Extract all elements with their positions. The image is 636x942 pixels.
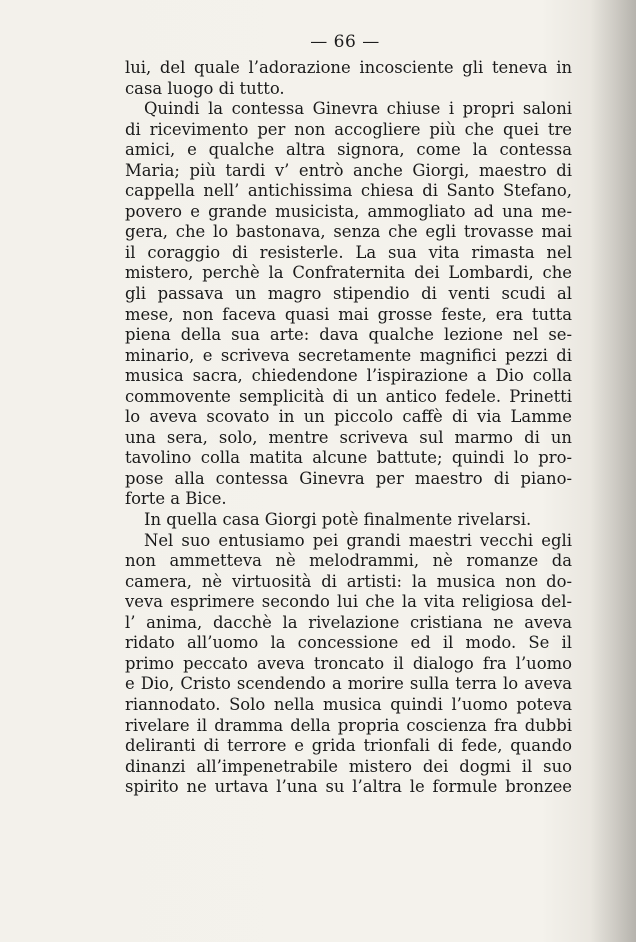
text-line: cappella nell’ antichissima chiesa di Santo Stefano, xyxy=(125,181,572,201)
text-line: povero e grande musicista, ammogliato ad una me- xyxy=(125,201,572,221)
text-line: musica sacra, chiedendone l’ispirazione a Dio colla xyxy=(125,366,572,386)
text-line: Maria; più tardi v’ entrò anche Giorgi, maestro di xyxy=(125,160,572,180)
text-line: minario, e scriveva secretamente magnifici pezzi di xyxy=(125,345,572,365)
text-line: rivelare il dramma della propria coscienza fra dubbi xyxy=(125,715,572,735)
text-line: piena della sua arte: dava qualche lezione nel se- xyxy=(125,325,572,345)
text-line: mese, non faceva quasi mai grosse feste, era tutta xyxy=(125,304,572,324)
text-line: Quindi la contessa Ginevra chiuse i propri saloni xyxy=(144,99,572,119)
text-line: forte a Bice. xyxy=(125,489,227,509)
text-line: tavolino colla matita alcune battute; quindi lo pro- xyxy=(125,448,572,468)
page-number: — 66 — xyxy=(310,32,380,52)
text-line: gera, che lo bastonava, senza che egli trovasse mai xyxy=(125,222,572,242)
text-line: spirito ne urtava l’una su l’altra le formule bronzee xyxy=(125,777,572,797)
text-line: amici, e qualche altra signora, come la contessa xyxy=(125,140,572,160)
text-line: l’ anima, dacchè la rivelazione cristiana ne aveva xyxy=(125,612,572,632)
text-line: di ricevimento per non accogliere più che quei tre xyxy=(125,119,572,139)
binding-shadow xyxy=(590,0,636,942)
text-line: commovente semplicità di un antico fedele. Prinetti xyxy=(125,386,572,406)
text-line: riannodato. Solo nella musica quindi l’uomo poteva xyxy=(125,694,572,714)
text-line: non ammetteva nè melodrammi, nè romanze da xyxy=(125,551,572,571)
text-line: veva esprimere secondo lui che la vita religiosa del- xyxy=(125,592,572,612)
text-line: lo aveva scovato in un piccolo caffè di via Lamme xyxy=(125,407,572,427)
text-line: In quella casa Giorgi potè finalmente rivelarsi. xyxy=(144,510,532,530)
text-line: casa luogo di tutto. xyxy=(125,78,285,98)
text-line: mistero, perchè la Confraternita dei Lombardi, che xyxy=(125,263,572,283)
text-line: dinanzi all’impenetrabile mistero dei dogmi il suo xyxy=(125,756,572,776)
text-line: una sera, solo, mentre scriveva sul marmo di un xyxy=(125,427,572,447)
text-line: e Dio, Cristo scendendo a morire sulla terra lo aveva xyxy=(125,674,572,694)
text-line: gli passava un magro stipendio di venti scudi al xyxy=(125,284,572,304)
text-line: lui, del quale l’adorazione incosciente gli teneva in xyxy=(125,58,572,77)
text-line: primo peccato aveva troncato il dialogo fra l’uomo xyxy=(125,653,572,673)
text-line: ridato all’uomo la concessione ed il modo. Se il xyxy=(125,633,572,653)
text-line: deliranti di terrore e grida trionfali di fede, quando xyxy=(125,736,572,756)
text-line: pose alla contessa Ginevra per maestro di piano- xyxy=(125,468,572,488)
text-line: Nel suo entusiamo pei grandi maestri vecchi egli xyxy=(144,530,572,550)
body-text xyxy=(125,58,572,798)
text-line: camera, nè virtuosità di artisti: la musica non do- xyxy=(125,571,572,591)
text-line: il coraggio di resisterle. La sua vita rimasta nel xyxy=(125,242,572,262)
